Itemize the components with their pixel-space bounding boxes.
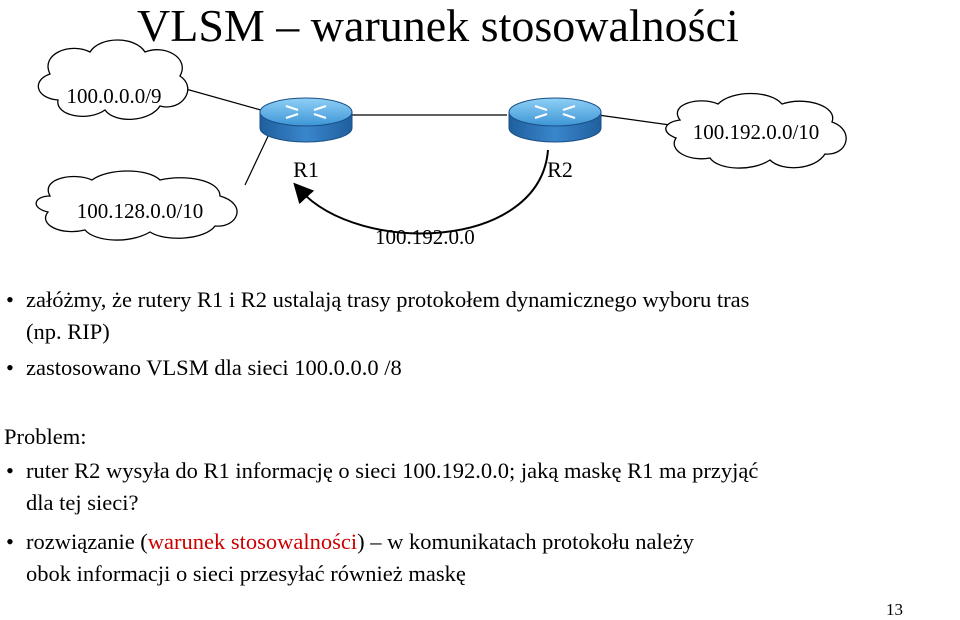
router-r1 <box>260 98 352 182</box>
cloud-3-label: 100.192.0.0/10 <box>692 120 820 144</box>
problem-bullet-2-pre: rozwiązanie ( <box>26 529 148 554</box>
cloud-2-label: 100.128.0.0/10 <box>76 199 204 223</box>
problem-heading: Problem: <box>4 424 87 449</box>
page-number: 13 <box>886 600 903 619</box>
advertised-network-label: 100.192.0.0 <box>375 225 475 249</box>
problem-bullet-1-text: ruter R2 wysyła do R1 informację o sieci 100.192.0.0; jaką maskę R1 ma przyjąć <box>26 458 759 483</box>
problem-bullet-1-continuation: dla tej sieci? <box>26 490 139 515</box>
problem-bullet-2-post: ) – w komunikatach protokołu należy <box>357 529 694 554</box>
cloud-1-label: 100.0.0.0/9 <box>66 84 162 108</box>
bullet-2-text: zastosowano VLSM dla sieci 100.0.0.0 /8 <box>26 355 402 380</box>
problem-bullet-2 <box>6 527 694 557</box>
cloud-network-3 <box>666 94 846 169</box>
bullet-dot: • <box>6 287 14 312</box>
router-r1-label: R1 <box>293 157 319 182</box>
route-advertisement-arrow <box>300 150 548 233</box>
cloud-network-2 <box>36 171 237 240</box>
slide-title: VLSM – warunek stosowalności <box>137 0 739 51</box>
problem-bullet-2-continuation: obok informacji o sieci przesyłać również maskę <box>26 561 466 586</box>
link-cloud2-r1 <box>245 132 270 185</box>
network-diagram <box>0 0 960 270</box>
bullet-1 <box>6 285 749 315</box>
link-r2-cloud3 <box>598 115 670 125</box>
bullet-1-text: załóżmy, że rutery R1 i R2 ustalają trasy protokołem dynamicznego wyboru tras <box>26 287 750 312</box>
bullet-dot: • <box>6 458 14 483</box>
bullet-dot: • <box>6 529 14 554</box>
highlighted-term: warunek stosowalności <box>147 529 358 554</box>
problem-bullet-1 <box>6 456 758 486</box>
bullet-dot: • <box>6 355 14 380</box>
router-r2-label: R2 <box>547 157 573 182</box>
bullet-2 <box>6 353 402 383</box>
bullet-1-continuation: (np. RIP) <box>26 319 110 344</box>
cloud-network-1 <box>38 40 187 119</box>
router-r2 <box>509 98 601 182</box>
